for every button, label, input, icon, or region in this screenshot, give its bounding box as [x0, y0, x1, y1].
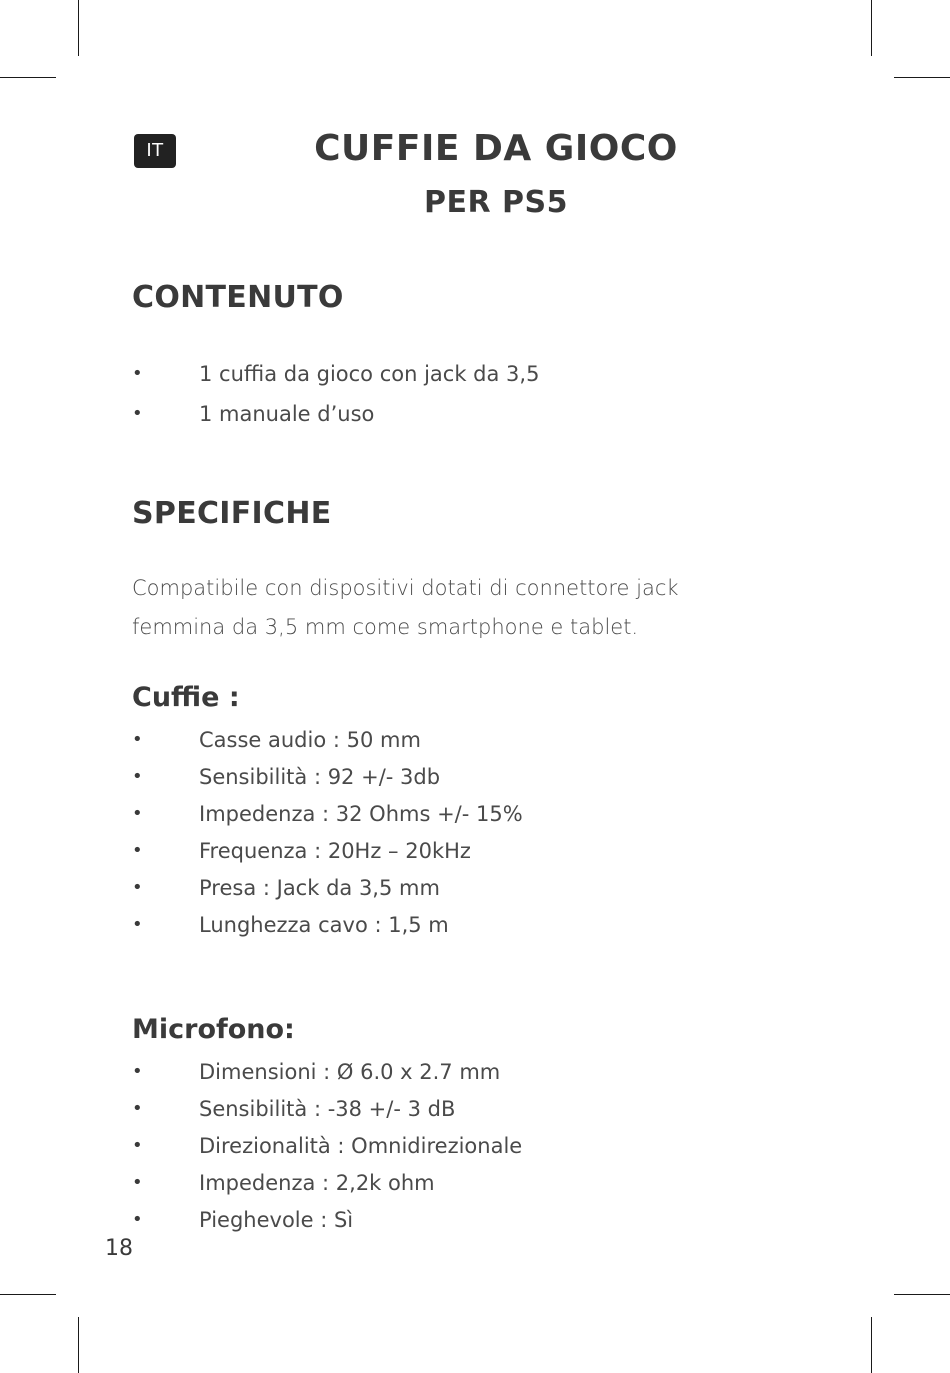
page-number: 18: [105, 1236, 133, 1261]
page-title: CUFFIE DA GIOCO: [314, 128, 678, 169]
list-item: [132, 837, 523, 874]
list-item: [132, 1095, 522, 1132]
bullet-icon: •: [132, 877, 143, 898]
list-item-text: 1 manuale d’uso: [199, 402, 375, 426]
microphone-spec-list: [132, 1058, 522, 1243]
list-item-text: Sensibilità : -38 +/- 3 dB: [199, 1097, 456, 1121]
list-item: [132, 400, 539, 440]
headphones-heading: Cuffie :: [132, 682, 240, 713]
crop-mark-top-right-horizontal: [894, 77, 950, 78]
headphones-spec-list: [132, 726, 523, 948]
specs-paragraph-line-2: femmina da 3,5 mm come smartphone e tablet.: [132, 615, 639, 639]
list-item: [132, 726, 523, 763]
list-item: [132, 874, 523, 911]
bullet-icon: •: [132, 729, 143, 750]
bullet-icon: •: [132, 914, 143, 935]
bullet-icon: •: [132, 1209, 143, 1230]
language-badge: IT: [134, 134, 176, 168]
contents-heading: CONTENUTO: [132, 280, 344, 315]
bullet-icon: •: [132, 1135, 143, 1156]
bullet-icon: •: [132, 1061, 143, 1082]
crop-mark-top-right-vertical: [871, 0, 872, 56]
list-item: [132, 1132, 522, 1169]
list-item-text: Sensibilità : 92 +/- 3db: [199, 765, 441, 789]
list-item-text: Impedenza : 2,2k ohm: [199, 1171, 435, 1195]
crop-mark-bottom-left-vertical: [78, 1317, 79, 1373]
bullet-icon: •: [132, 403, 143, 424]
specs-paragraph-line-1: Compatibile con dispositivi dotati di connettore jack: [132, 576, 679, 600]
bullet-icon: •: [132, 803, 143, 824]
list-item: [132, 1206, 522, 1243]
specs-paragraph: [132, 569, 812, 647]
crop-mark-bottom-right-vertical: [871, 1317, 872, 1373]
specs-heading: SPECIFICHE: [132, 496, 332, 531]
bullet-icon: •: [132, 766, 143, 787]
crop-mark-bottom-right-horizontal: [894, 1294, 950, 1295]
list-item-text: Lunghezza cavo : 1,5 m: [199, 913, 449, 937]
list-item-text: Presa : Jack da 3,5 mm: [199, 876, 440, 900]
list-item: [132, 911, 523, 948]
microphone-heading: Microfono:: [132, 1014, 295, 1045]
bullet-icon: •: [132, 840, 143, 861]
list-item-text: Direzionalità : Omnidirezionale: [199, 1134, 523, 1158]
list-item-text: Frequenza : 20Hz – 20kHz: [199, 839, 471, 863]
list-item: [132, 360, 539, 400]
crop-mark-top-left-horizontal: [0, 77, 56, 78]
crop-mark-bottom-left-horizontal: [0, 1294, 56, 1295]
page-subtitle: PER PS5: [424, 185, 568, 220]
list-item: [132, 1169, 522, 1206]
list-item: [132, 1058, 522, 1095]
crop-mark-top-left-vertical: [78, 0, 79, 56]
list-item: [132, 800, 523, 837]
bullet-icon: •: [132, 1172, 143, 1193]
contents-list: [132, 360, 539, 440]
list-item-text: Pieghevole : Sì: [199, 1208, 354, 1232]
list-item-text: Impedenza : 32 Ohms +/- 15%: [199, 802, 523, 826]
list-item-text: Dimensioni : Ø 6.0 x 2.7 mm: [199, 1060, 501, 1084]
list-item-text: Casse audio : 50 mm: [199, 728, 421, 752]
list-item: [132, 763, 523, 800]
bullet-icon: •: [132, 363, 143, 384]
bullet-icon: •: [132, 1098, 143, 1119]
list-item-text: 1 cuffia da gioco con jack da 3,5: [199, 362, 540, 386]
